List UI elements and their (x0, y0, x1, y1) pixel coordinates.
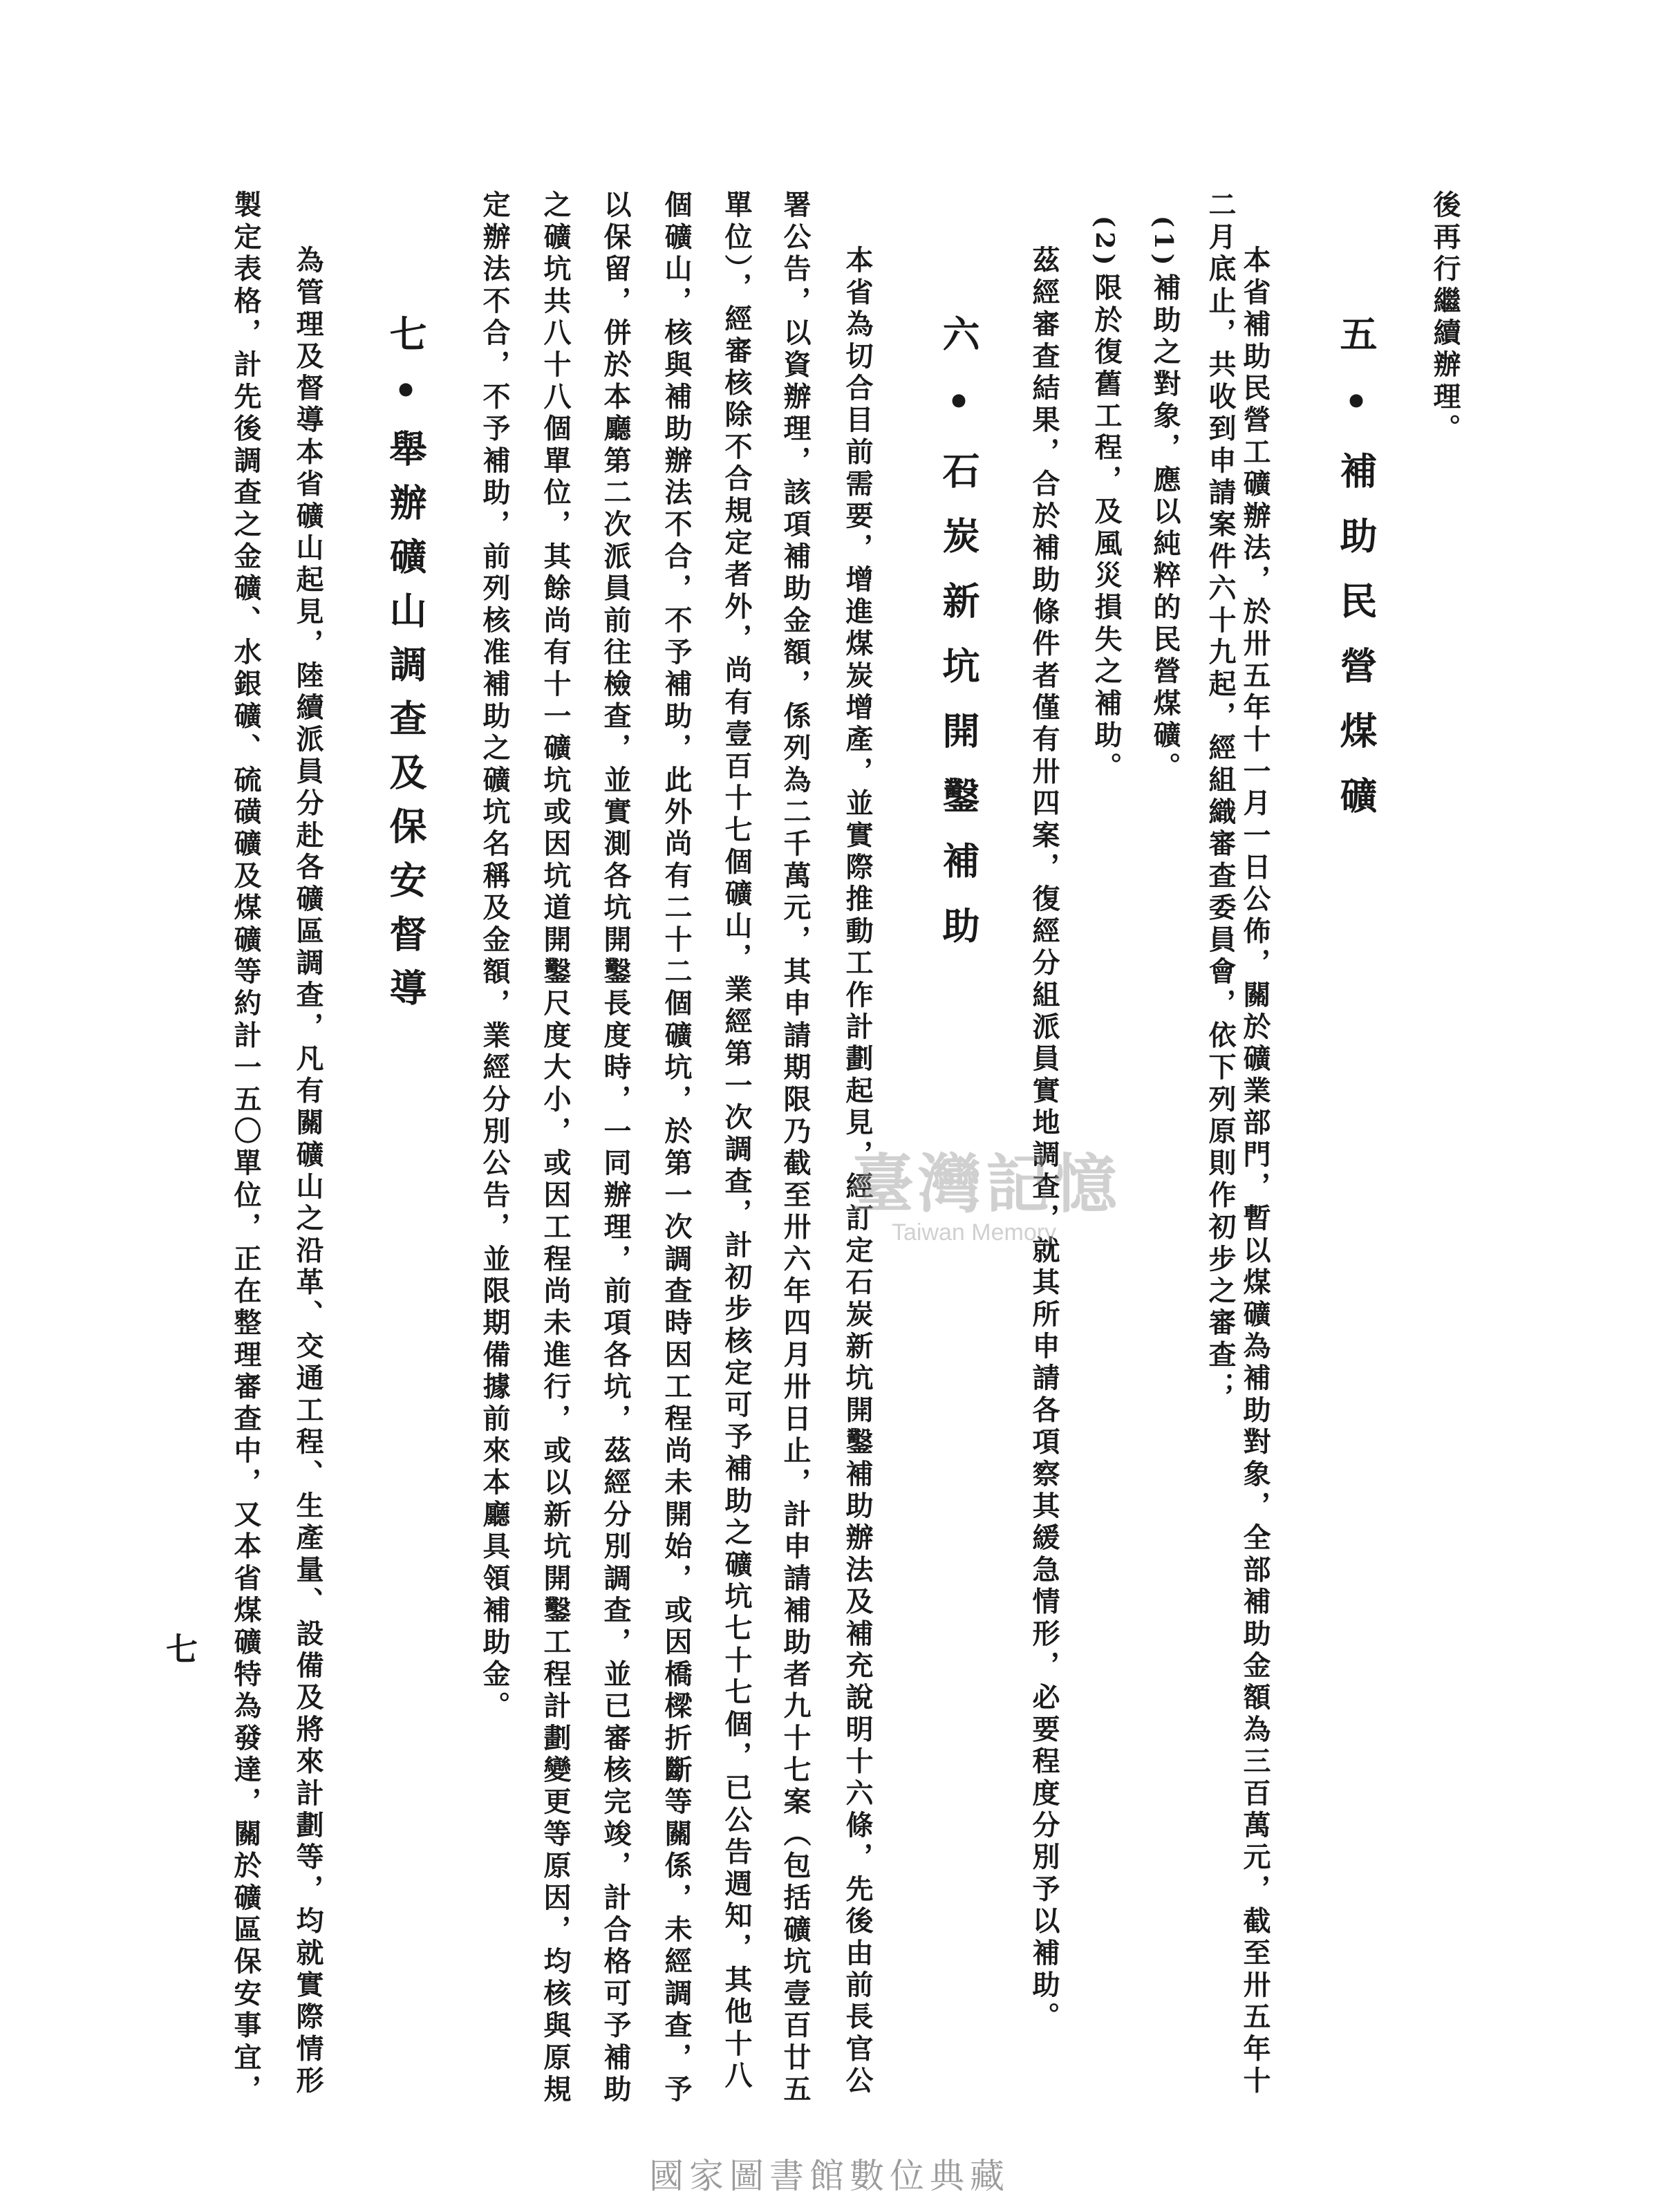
section-5-paragraph-line-1: 本省補助民營工礦辦法，於卅五年十一月一日公佈，關於礦業部門，暫以煤礦為補助對象，全部補助金額為三百萬元，截至卅五年十 (1239, 245, 1271, 2098)
section-5-heading: 五•補助民營煤礦 (1334, 315, 1378, 841)
list-item-2-text: 限於復舊工程，及風災損失之補助。 (1090, 273, 1123, 785)
section-7-line-2: 製定表格，計先後調查之金礦、水銀礦、硫磺礦及煤礦等約計一五〇單位，正在整理審查中，又本省煤礦特為發達，關於礦區保安事宜， (229, 190, 262, 2106)
section-6-line-1: 本省為切合目前需要，增進煤炭增產，並實際推動工作計劃起見，經訂定石炭新坑開鑿補助辦法及補充說明十六條，先後由前長官公 (841, 245, 874, 2098)
section-7-heading: 七•舉辦礦山調查及保安督導 (384, 315, 428, 1022)
section-6-line-5: 以保留，併於本廳第二次派員前往檢查，並實測各坑開鑿長度時，一同辦理，前項各坑，茲經分別調查，並已審核完竣，計合格可予補助 (599, 190, 632, 2106)
section-7-line-1: 為管理及督導本省礦山起見，陸續派員分赴各礦區調查，凡有關礦山之沿革、交通工程、生產量、設備及將來計劃等，均就實際情形 (292, 245, 324, 2098)
section-6-line-6: 之礦坑共八十八個單位，其餘尚有十一礦坑或因坑道開鑿尺度大小，或因工程尚未進行，或以新坑開鑿工程計劃變更等原因，均核與原規 (539, 190, 572, 2106)
watermark-subtitle: Taiwan Memory (892, 1219, 1057, 1246)
continuation-text: 後再行繼續辦理。 (1429, 190, 1461, 446)
section-6-line-3: 單位），經審核除不合規定者外，尚有壹百十七個礦山，業經第一次調查，計初步核定可予補助之礦坑七十七個，已公告週知，其他十八 (720, 190, 753, 2092)
library-footer: 國家圖書館數位典藏 (649, 2156, 1010, 2196)
section-6-line-4: 個礦山，核與補助辦法不合，不予補助，此外尚有二十二個礦坑，於第一次調查時因工程尚未開始，或因橋樑折斷等關係，未經調查，予 (660, 190, 693, 2106)
list-item-2-number: (2) (1090, 216, 1119, 270)
section-5-result-paragraph: 茲經審查結果，合於補助條件者僅有卅四案，復經分組派員實地調查，就其所申請各項察其緩急情形，必要程度分別予以補助。 (1028, 245, 1060, 2034)
page-number: 七 (166, 1631, 198, 1668)
list-item-1-text: 補助之對象，應以純粹的民營煤礦。 (1149, 273, 1181, 785)
taiwan-memory-watermark (850, 1134, 1121, 1246)
section-6-line-2: 署公告，以資辦理，該項補助金額，係列為二千萬元，其申請期限乃截至卅六年四月卅日止，計申請補助者九十七案（包括礦坑壹百廿五 (779, 190, 812, 2106)
list-item-1-number: (1) (1149, 216, 1178, 270)
watermark-logo-text: 臺灣記憶 (850, 1147, 1122, 1221)
section-5-paragraph-line-2: 二月底止，共收到申請案件六十九起，經組織審查委員會，依下列原則作初步之審查； (1204, 190, 1237, 1404)
section-6-line-7: 定辦法不合，不予補助，前列核准補助之礦坑名稱及金額，業經分別公告，並限期備據前來本廳具領補助金。 (478, 190, 511, 1723)
section-6-heading: 六•石炭新坑開鑿補助 (937, 315, 981, 971)
